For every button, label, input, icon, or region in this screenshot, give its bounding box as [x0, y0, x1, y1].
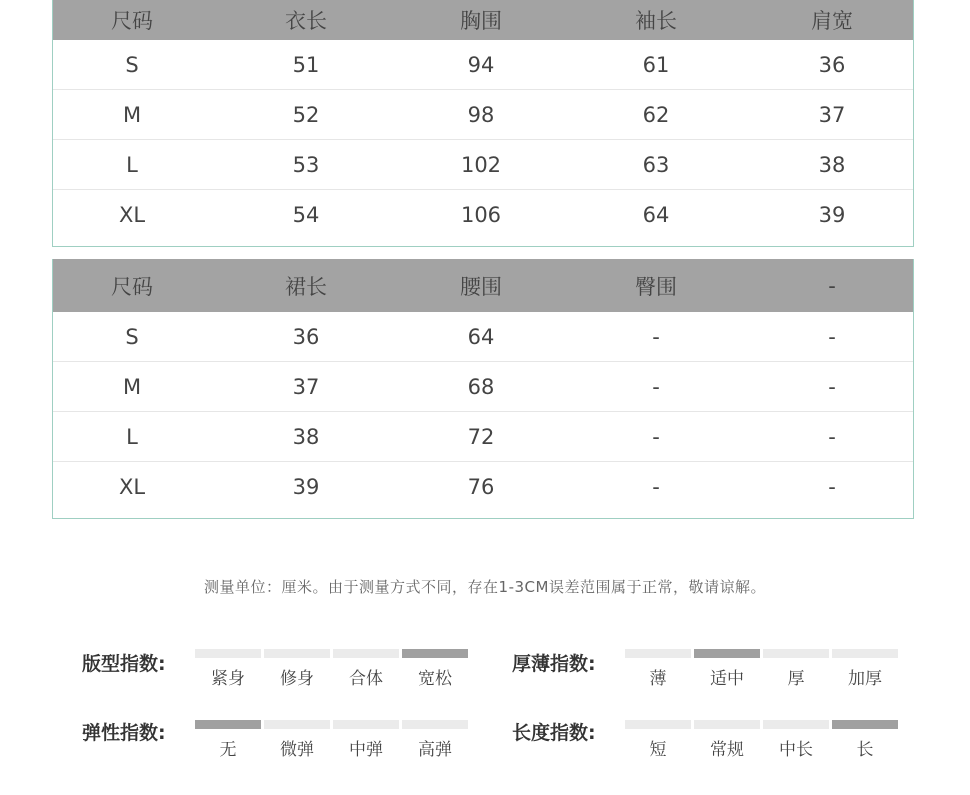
table-cell: 52	[292, 102, 320, 127]
index-bar-segment	[333, 649, 399, 658]
table-cell: 53	[292, 152, 320, 177]
table-cell: -	[828, 474, 836, 499]
index-option: 加厚	[848, 669, 882, 689]
header-cell: 臀围	[635, 274, 677, 299]
index-option: 紧身	[211, 669, 245, 689]
table-cell: S	[125, 324, 139, 349]
index-label: 弹性指数:	[82, 722, 166, 744]
header-cell: 尺码	[111, 274, 153, 299]
header-cell: 肩宽	[811, 9, 853, 33]
header-cell: -	[828, 273, 836, 298]
table-cell: 64	[467, 324, 495, 349]
index-bar-segment	[832, 649, 898, 658]
index-option: 高弹	[418, 740, 452, 760]
index-bar-segment	[195, 649, 261, 658]
index-bar-segment	[694, 649, 760, 658]
index-option: 常规	[710, 740, 744, 760]
table-cell: 36	[292, 324, 320, 349]
table-cell: 37	[818, 102, 846, 127]
table-cell: 39	[292, 474, 320, 499]
table-cell: -	[652, 474, 660, 499]
table-cell: 68	[467, 374, 495, 399]
table-cell: 62	[642, 102, 670, 127]
index-bar-segment	[402, 649, 468, 658]
index-label: 长度指数:	[512, 722, 596, 744]
table-cell: -	[652, 424, 660, 449]
table-cell: -	[828, 424, 836, 449]
index-bar-segment	[694, 720, 760, 729]
header-cell: 腰围	[460, 274, 502, 299]
table-cell: 102	[460, 152, 502, 177]
table-row	[53, 361, 913, 411]
table-cell: 38	[292, 424, 320, 449]
table-cell: L	[126, 152, 138, 177]
table-cell: XL	[118, 202, 146, 227]
table-header	[53, 0, 913, 40]
table-row	[53, 89, 913, 139]
table-cell: 36	[818, 52, 846, 77]
table-row	[53, 189, 913, 239]
table-header	[53, 259, 913, 312]
index-option: 短	[649, 740, 667, 760]
table-row	[53, 461, 913, 511]
index-option: 无	[219, 740, 237, 760]
table-row	[53, 139, 913, 189]
index-label: 版型指数:	[82, 653, 166, 675]
index-option: 适中	[710, 669, 744, 689]
index-bar-segment	[402, 720, 468, 729]
index-bar-segment	[763, 720, 829, 729]
index-bar-segment	[333, 720, 399, 729]
table-cell: 106	[460, 202, 502, 227]
index-bar-segment	[625, 720, 691, 729]
size-table-top	[52, 0, 914, 247]
table-cell: 39	[818, 202, 846, 227]
index-bar-segment	[264, 720, 330, 729]
index-option: 中长	[779, 740, 813, 760]
table-cell: S	[125, 52, 139, 77]
index-bar-segment	[832, 720, 898, 729]
table-cell: 61	[642, 52, 670, 77]
table-cell: 76	[467, 474, 495, 499]
table-cell: M	[122, 374, 142, 399]
table-cell: -	[828, 374, 836, 399]
table-cell: 63	[642, 152, 670, 177]
table-row	[53, 40, 913, 89]
table-cell: 54	[292, 202, 320, 227]
index-label: 厚薄指数:	[512, 653, 596, 675]
table-cell: 98	[467, 102, 495, 127]
index-option: 修身	[280, 669, 314, 689]
index-option: 宽松	[418, 669, 452, 689]
index-bar-segment	[264, 649, 330, 658]
index-option: 薄	[649, 669, 667, 689]
index-bar-segment	[195, 720, 261, 729]
table-cell: 37	[292, 374, 320, 399]
table-cell: -	[652, 324, 660, 349]
table-cell: 38	[818, 152, 846, 177]
table-row	[53, 312, 913, 361]
header-cell: 胸围	[460, 9, 502, 33]
index-option: 厚	[787, 669, 805, 689]
table-cell: 64	[642, 202, 670, 227]
table-cell: 51	[292, 52, 320, 77]
table-cell: M	[122, 102, 142, 127]
table-row	[53, 411, 913, 461]
index-option: 中弹	[349, 740, 383, 760]
index-option: 长	[856, 740, 874, 760]
header-cell: 袖长	[635, 9, 677, 33]
table-cell: XL	[118, 474, 146, 499]
table-cell: 94	[467, 52, 495, 77]
index-option: 合体	[349, 669, 383, 689]
table-cell: 72	[467, 424, 495, 449]
header-cell: 衣长	[285, 9, 327, 33]
size-table-bottom	[52, 259, 914, 519]
table-cell: -	[652, 374, 660, 399]
header-cell: 裙长	[285, 274, 327, 299]
table-cell: L	[126, 424, 138, 449]
measurement-note: 测量单位：厘米。由于测量方式不同，存在1-3CM误差范围属于正常，敬请谅解。	[204, 578, 766, 596]
table-cell: -	[828, 324, 836, 349]
header-cell: 尺码	[111, 9, 153, 33]
index-option: 微弹	[280, 740, 314, 760]
index-bar-segment	[763, 649, 829, 658]
index-bar-segment	[625, 649, 691, 658]
